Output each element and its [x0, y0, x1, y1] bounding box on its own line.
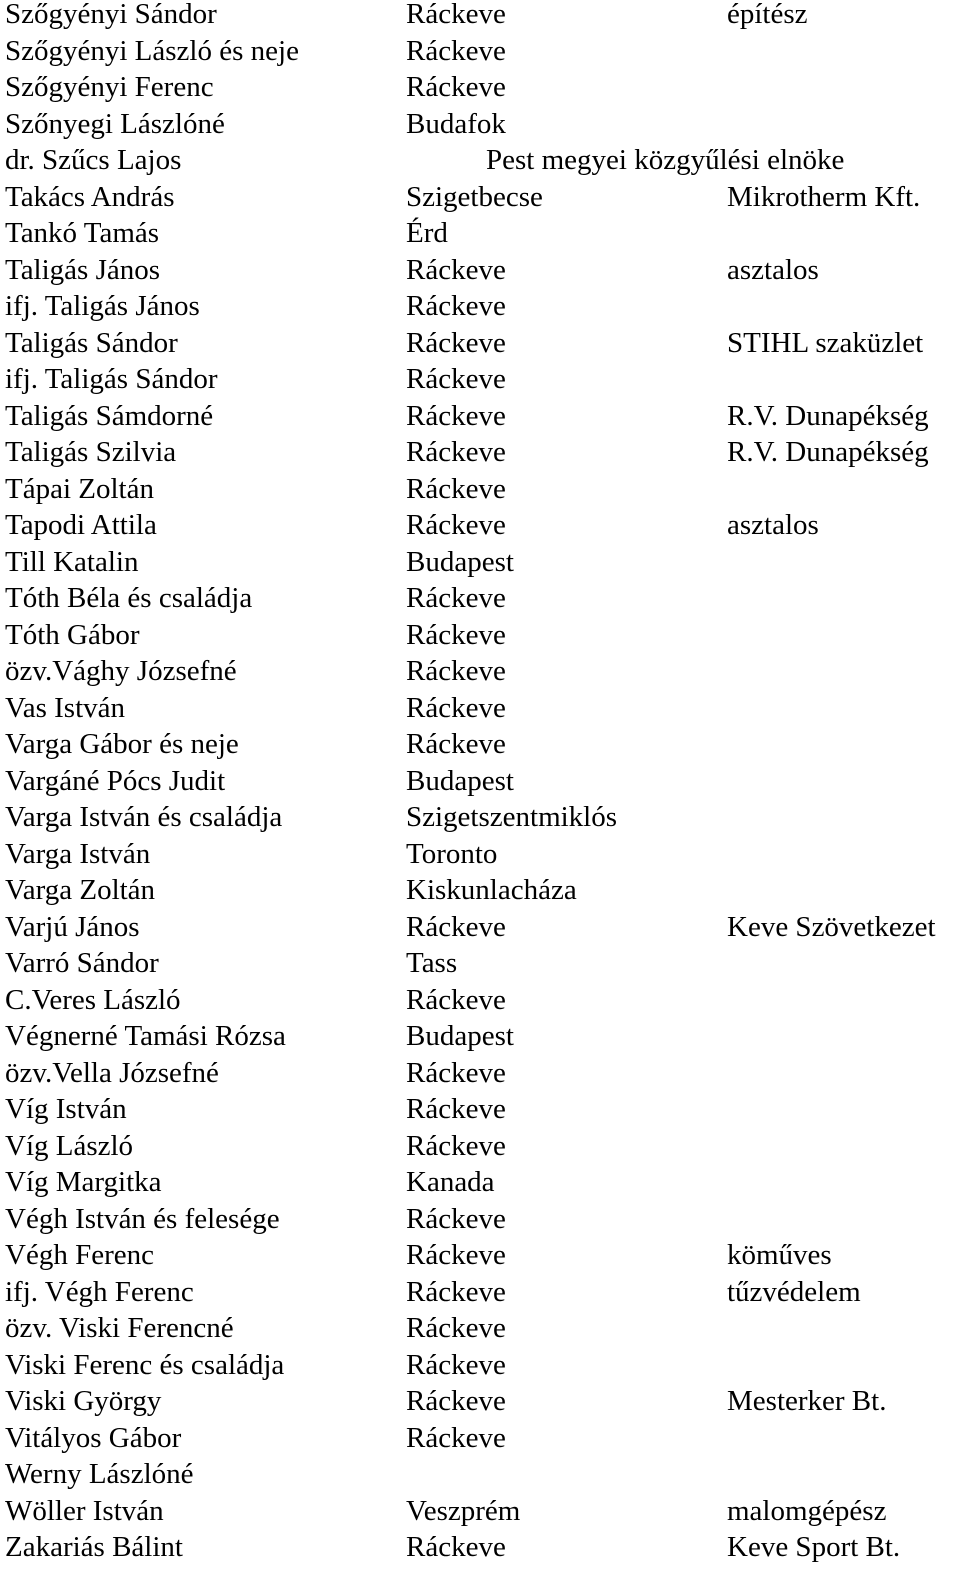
list-item — [0, 142, 960, 179]
person-name: Vas István — [5, 691, 126, 724]
list-item — [0, 106, 960, 143]
person-place: Ráckeve — [406, 472, 506, 505]
list-item — [0, 945, 960, 982]
list-item — [0, 1128, 960, 1165]
person-name: Végnerné Tamási Rózsa — [5, 1020, 286, 1052]
person-place: Ráckeve — [406, 436, 506, 468]
list-item — [0, 325, 960, 362]
person-name: Varjú János — [5, 910, 140, 943]
person-place: Ráckeve — [406, 1056, 506, 1089]
person-name: Werny Lászlóné — [5, 1458, 194, 1490]
list-item — [0, 836, 960, 873]
person-place: Veszprém — [406, 1494, 521, 1527]
list-item — [0, 398, 960, 435]
list-item — [0, 215, 960, 252]
person-name: Víg Margitka — [5, 1166, 162, 1198]
list-item — [0, 1493, 960, 1530]
person-place: Ráckeve — [406, 1275, 506, 1308]
list-item — [0, 0, 960, 33]
person-name: Végh Ferenc — [5, 1239, 154, 1271]
person-name: Varró Sándor — [5, 947, 159, 979]
person-place: Ráckeve — [406, 618, 506, 651]
person-name: Taligás Sándor — [5, 326, 178, 359]
person-name: Víg István — [5, 1093, 127, 1125]
person-place: Ráckeve — [406, 1385, 506, 1417]
person-place: Ráckeve — [406, 910, 506, 943]
person-name: özv. Viski Ferencné — [5, 1312, 234, 1344]
person-name: Végh István és felesége — [5, 1202, 280, 1235]
person-place: Kanada — [406, 1166, 495, 1198]
person-name: Zakariás Bálint — [5, 1531, 183, 1563]
person-place: Toronto — [406, 837, 498, 870]
list-item — [0, 179, 960, 216]
person-name: Szőgyényi Sándor — [5, 0, 217, 30]
list-item — [0, 909, 960, 946]
person-name: Taligás Szilvia — [5, 436, 177, 468]
person-place: Ráckeve — [406, 71, 506, 103]
person-name: Tóth Béla és családja — [5, 582, 253, 614]
list-item — [0, 726, 960, 763]
person-place: Ráckeve — [406, 1531, 506, 1563]
person-place: Budapest — [406, 764, 514, 797]
person-place: Kiskunlacháza — [406, 874, 577, 906]
list-item — [0, 690, 960, 727]
person-place: Ráckeve — [406, 728, 506, 760]
person-note: asztalos — [727, 253, 819, 286]
person-name: Szőgyényi László és neje — [5, 34, 299, 67]
list-item — [0, 1018, 960, 1055]
person-note: tűzvédelem — [727, 1275, 861, 1308]
person-place: Ráckeve — [406, 983, 506, 1016]
person-place: Érd — [406, 217, 448, 249]
person-place: Ráckeve — [406, 1202, 506, 1235]
person-name: Wöller István — [5, 1494, 164, 1527]
person-note: Keve Szövetkezet — [727, 910, 936, 943]
person-name: ifj. Végh Ferenc — [5, 1275, 194, 1308]
person-name: özv.Vella Józsefné — [5, 1056, 219, 1089]
person-name: ifj. Taligás János — [5, 290, 200, 322]
person-place: Ráckeve — [406, 1312, 506, 1344]
person-name: Taligás János — [5, 253, 161, 286]
person-name: Taligás Sámdorné — [5, 399, 214, 432]
person-place: Ráckeve — [406, 582, 506, 614]
person-name: ifj. Taligás Sándor — [5, 363, 218, 395]
list-item — [0, 471, 960, 508]
list-item — [0, 1091, 960, 1128]
list-item — [0, 1456, 960, 1493]
person-name: Tóth Gábor — [5, 618, 140, 651]
person-place: Ráckeve — [406, 34, 506, 67]
person-place: Ráckeve — [406, 0, 506, 30]
person-place: Szigetszentmiklós — [406, 801, 618, 833]
person-place: Ráckeve — [406, 253, 506, 286]
person-name: Szőnyegi Lászlóné — [5, 107, 225, 140]
person-name: Varga István és családja — [5, 801, 283, 833]
list-item — [0, 1201, 960, 1238]
list-item — [0, 544, 960, 581]
person-place: Budapest — [406, 545, 514, 578]
person-name: Tápai Zoltán — [5, 472, 154, 505]
person-place: Ráckeve — [406, 1129, 506, 1162]
person-place: Ráckeve — [406, 1239, 506, 1271]
list-item — [0, 507, 960, 544]
person-place: Ráckeve — [406, 1093, 506, 1125]
person-place: Szigetbecse — [406, 180, 543, 213]
person-note: építész — [727, 0, 808, 30]
list-item — [0, 617, 960, 654]
list-item — [0, 1237, 960, 1274]
person-place: Ráckeve — [406, 655, 506, 687]
person-place: Ráckeve — [406, 399, 506, 432]
person-name: Till Katalin — [5, 545, 139, 578]
list-item — [0, 1055, 960, 1092]
list-item — [0, 580, 960, 617]
person-place: Tass — [406, 947, 458, 979]
list-item — [0, 1164, 960, 1201]
person-note: Keve Sport Bt. — [727, 1531, 901, 1563]
person-place: Budafok — [406, 107, 506, 140]
list-item — [0, 1420, 960, 1457]
person-place: Ráckeve — [406, 1348, 506, 1381]
person-name: Varga Zoltán — [5, 874, 156, 906]
person-place: Ráckeve — [406, 363, 506, 395]
person-place: Ráckeve — [406, 326, 506, 359]
list-item — [0, 69, 960, 106]
list-item — [0, 434, 960, 471]
list-item — [0, 33, 960, 70]
list-item — [0, 288, 960, 325]
person-note: köműves — [727, 1239, 832, 1271]
person-name: Tapodi Attila — [5, 509, 157, 541]
person-name: Tankó Tamás — [5, 217, 160, 249]
list-item — [0, 872, 960, 909]
person-name: C.Veres László — [5, 983, 181, 1016]
person-place: Ráckeve — [406, 290, 506, 322]
person-name: dr. Szűcs Lajos — [5, 144, 182, 176]
list-item — [0, 982, 960, 1019]
person-name: Víg László — [5, 1129, 134, 1162]
person-place: Ráckeve — [406, 1421, 506, 1454]
person-name: Takács András — [5, 180, 175, 213]
person-note: Mikrotherm Kft. — [727, 180, 921, 213]
person-name: Vitályos Gábor — [5, 1421, 182, 1454]
person-note: Mesterker Bt. — [727, 1385, 887, 1417]
person-place: Ráckeve — [406, 691, 506, 724]
list-item — [0, 763, 960, 800]
person-name: Viski Ferenc és családja — [5, 1348, 285, 1381]
person-note: malomgépész — [727, 1494, 887, 1527]
person-name: Viski György — [5, 1385, 162, 1417]
person-note: Pest megyei közgyűlési elnöke — [486, 144, 845, 176]
person-note: R.V. Dunapékség — [727, 399, 929, 432]
person-note: STIHL szaküzlet — [727, 326, 924, 359]
list-item — [0, 252, 960, 289]
person-name: Varga István — [5, 837, 151, 870]
list-item — [0, 1383, 960, 1420]
person-name: Szőgyényi Ferenc — [5, 71, 214, 103]
list-item — [0, 361, 960, 398]
person-note: asztalos — [727, 509, 819, 541]
person-note: R.V. Dunapékség — [727, 436, 929, 468]
list-item — [0, 653, 960, 690]
person-name: özv.Vághy Józsefné — [5, 655, 237, 687]
person-name: Vargáné Pócs Judit — [5, 764, 226, 797]
list-item — [0, 1310, 960, 1347]
person-name: Varga Gábor és neje — [5, 728, 239, 760]
list-item — [0, 799, 960, 836]
list-item — [0, 1529, 960, 1566]
person-place: Ráckeve — [406, 509, 506, 541]
list-item — [0, 1347, 960, 1384]
list-item — [0, 1274, 960, 1311]
person-place: Budapest — [406, 1020, 514, 1052]
